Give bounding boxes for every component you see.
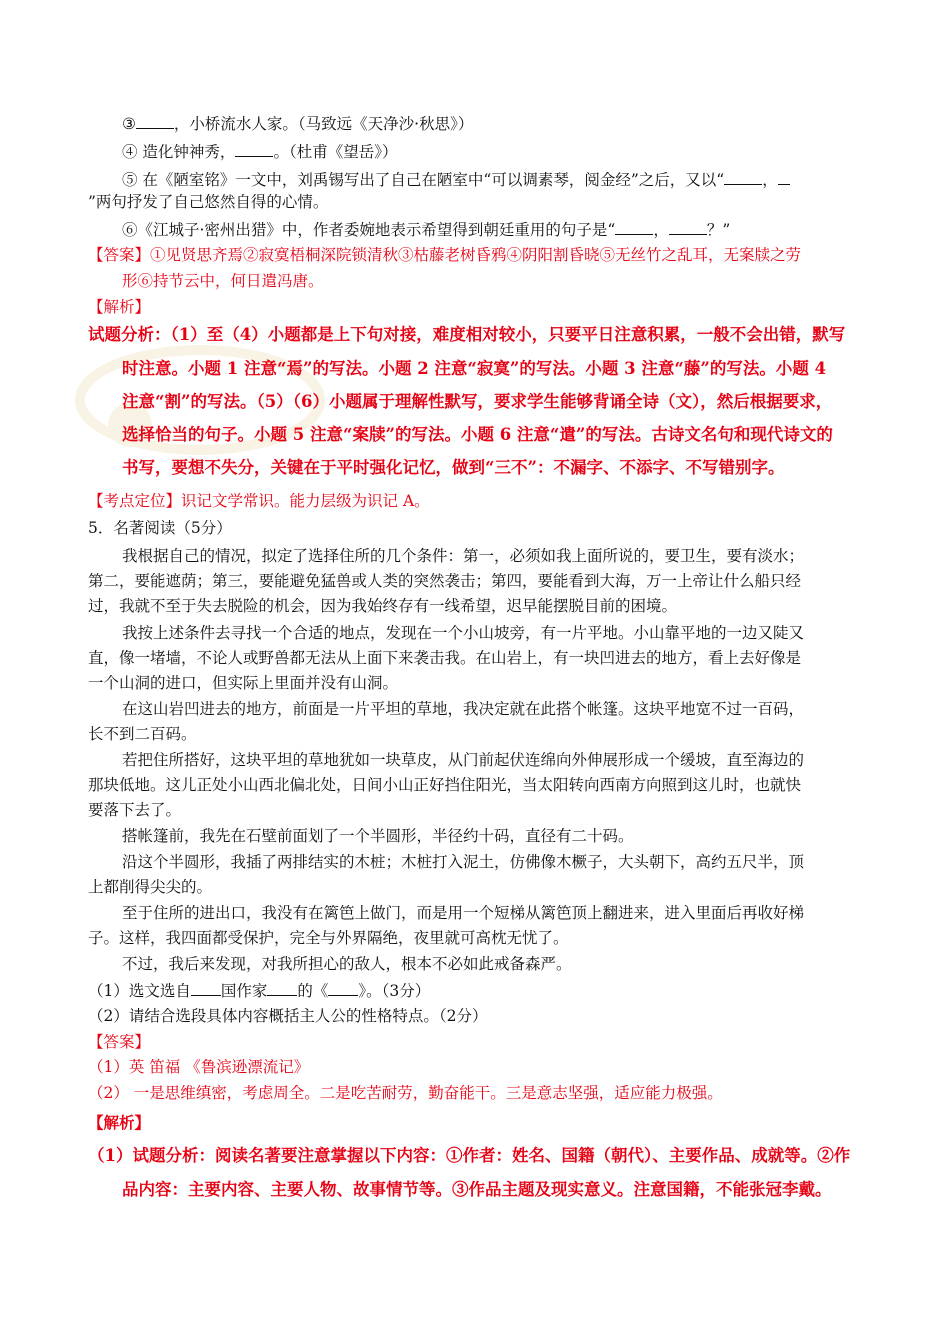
fill-blank: [669, 218, 707, 235]
q5-answer-label: 【答案】: [88, 1033, 151, 1051]
passage-line: 若把住所搭好，这块平坦的草地犹如一块草皮，从门前起伏连绵向外伸展形成一个缓坡，直至海边的: [122, 751, 805, 769]
passage-line: 长不到二百码。: [88, 725, 197, 743]
passage-line: 搭帐篷前，我先在石壁前面划了一个半圆形，半径约十码，直径有二十码。: [122, 827, 634, 845]
passage-line: 沿这个半圆形，我插了两排结实的木桩；木桩打入泥土，仿佛像木橛子，大头朝下，高约五尺半，顶: [122, 853, 805, 871]
q5-analysis-line: 品内容：主要内容、主要人物、故事情节等。③作品主题及现实意义。注意国籍，不能张冠李戴。: [122, 1180, 832, 1199]
q4-analysis-line: 时注意。小题 1 注意“焉”的写法。小题 2 注意“寂寞”的写法。小题 3 注意“藤”的写法。小题 4: [122, 359, 827, 378]
passage-line: 上都削得尖尖的。: [88, 878, 213, 896]
passage-line: 一个山洞的进口，但实际上里面并没有山洞。: [88, 674, 399, 692]
fill-blank: [136, 112, 174, 129]
passage-line: 直，像一堵墙，不论人或野兽都无法从上面下来袭击我。在山岩上，有一块凹进去的地方，看上去好像是: [88, 649, 802, 667]
passage-line: 我根据自己的情况，拟定了选择住所的几个条件：第一，必须如我上面所说的，要卫生，要有淡水；: [122, 547, 805, 565]
answer-label: 【答案】: [88, 246, 151, 264]
q4-answer-line-2: 形⑥持节云中，何日遣冯唐。: [122, 272, 324, 290]
q4-analysis-label: 【解析】: [88, 298, 151, 316]
q4-item-5: ⑤ 在《陋室铭》一文中，刘禹锡写出了自己在陋室中“可以调素琴，阅金经”之后，又以“ ，: [122, 168, 790, 191]
fill-blank: [267, 979, 297, 996]
fill-blank: [724, 168, 762, 185]
fill-blank: [191, 979, 221, 996]
q5-answer-2: （2） 一是思维缜密，考虑周全。二是吃苦耐劳，勤奋能干。三是意志坚强，适应能力极强。: [88, 1084, 723, 1102]
q5-analysis-line: （1）试题分析：阅读名著要注意掌握以下内容：①作者：姓名、国籍（朝代）、主要作品、成就等。②作: [88, 1146, 851, 1165]
passage-line: 要落下去了。: [88, 801, 182, 819]
q5-sub-question-1: （1）选文选自 国作家 的《 》。（3分）: [88, 979, 430, 1002]
q4-analysis-line: 注意“割”的写法。（5）（6）小题属于理解性默写，要求学生能够背诵全诗（文），然后根据要求，: [122, 392, 833, 411]
passage-line: 不过，我后来发现，对我所担心的敌人，根本不必如此戒备森严。: [122, 955, 572, 973]
passage-line: 过，我就不至于失去脱险的机会，因为我始终存有一线希望，迟早能摆脱目前的困境。: [88, 597, 678, 615]
passage-line: 至于住所的进出口，我没有在篱笆上做门，而是用一个短梯从篱笆顶上翻进来，进入里面后再收好梯: [122, 904, 805, 922]
passage-line: 子。这样，我四面都受保护，完全与外界隔绝，夜里就可高枕无忧了。: [88, 929, 569, 947]
kaodian-label: 【考点定位】: [88, 492, 182, 510]
q4-analysis-line: 选择恰当的句子。小题 5 注意“案牍”的写法。小题 6 注意“遣”的写法。古诗文名句和现代诗文的: [122, 425, 833, 444]
q5-sub-question-2: （2）请结合选段具体内容概括主人公的性格特点。（2分）: [88, 1007, 488, 1025]
q5-title: 5．名著阅读（5分）: [88, 519, 232, 537]
q4-item-5-cont: ”两句抒发了自己悠然自得的心情。: [88, 193, 329, 211]
q4-item-3: ③ ，小桥流水人家。（马致远《天净沙·秋思》）: [122, 112, 473, 135]
q4-analysis-line: 试题分析：（1）至（4）小题都是上下句对接，难度相对较小，只要平日注意积累，一般不会出错，默写: [88, 325, 846, 344]
q4-item-6: ⑥《江城子·密州出猎》中，作者委婉地表示希望得到朝廷重用的句子是“ ， ？”: [122, 218, 730, 241]
q5-analysis-label: 【解析】: [88, 1113, 151, 1132]
fill-blank: [235, 140, 273, 157]
q4-kaodian: 【考点定位】识记文学常识。能力层级为识记 A。: [88, 492, 430, 510]
fill-blank: [615, 218, 653, 235]
q4-item-4: ④ 造化钟神秀， 。（杜甫《望岳》）: [122, 140, 397, 163]
passage-line: 在这山岩凹进去的地方，前面是一片平坦的草地，我决定就在此搭个帐篷。这块平地宽不过一百码，: [122, 700, 805, 718]
q4-analysis-line: 书写，要想不失分，关键在于平时强化记忆，做到“三不”：不漏字、不添字、不写错别字。: [122, 458, 785, 477]
passage-line: 我按上述条件去寻找一个合适的地点，发现在一个小山坡旁，有一片平地。小山靠平地的一边又陡又: [122, 624, 805, 642]
passage-line: 第二，要能遮荫；第三，要能避免猛兽或人类的突然袭击；第四，要能看到大海，万一上帝让什么船只经: [88, 572, 802, 590]
fill-blank: [778, 168, 790, 185]
q4-answer-line-1: 【答案】①见贤思齐焉②寂寞梧桐深院锁清秋③枯藤老树昏鸦④阴阳割昏晓⑤无丝竹之乱耳，无案牍之劳: [88, 246, 802, 264]
q5-answer-1: （1）英 笛福 《鲁滨逊漂流记》: [88, 1058, 310, 1076]
fill-blank: [328, 979, 358, 996]
passage-line: 那块低地。这儿正处小山西北偏北处，日间小山正好挡住阳光，当太阳转向西南方向照到这儿时，也就快: [88, 776, 802, 794]
